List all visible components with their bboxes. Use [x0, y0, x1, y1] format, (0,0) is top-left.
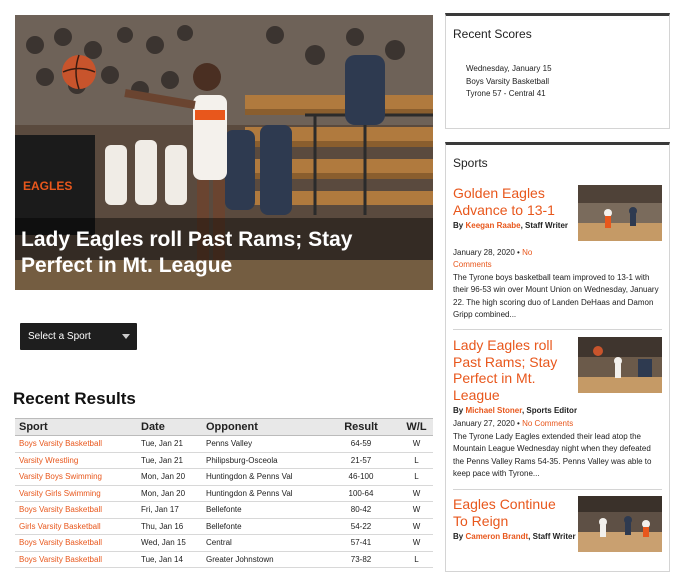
result-sport-link[interactable]: Varsity Boys Swimming — [15, 469, 137, 486]
result-sport-link[interactable]: Boys Varsity Basketball — [15, 502, 137, 519]
result-date: Tue, Jan 21 — [137, 436, 202, 453]
author-link[interactable]: Keegan Raabe — [465, 221, 521, 230]
article-date: January 27, 2020 • — [453, 419, 520, 428]
table-row — [15, 518, 433, 535]
result-sport-link[interactable]: Varsity Girls Swimming — [15, 485, 137, 502]
result-opponent: Huntingdon & Penns Val — [202, 469, 322, 486]
table-row — [15, 485, 433, 502]
recent-results-title: Recent Results — [13, 389, 136, 408]
results-table — [15, 418, 433, 568]
result-score: 64-59 — [322, 436, 400, 453]
article-card — [453, 496, 663, 559]
result-score: 80-42 — [322, 502, 400, 519]
chevron-down-icon — [122, 334, 130, 339]
author-role: , Staff Writer — [528, 532, 576, 541]
byline-prefix: By — [453, 221, 464, 230]
result-opponent: Bellefonte — [202, 518, 322, 535]
comments-link[interactable]: No Comments — [522, 419, 574, 428]
hero-title[interactable]: Lady Eagles roll Past Rams; Stay Perfect in Mt. League — [21, 228, 353, 277]
result-sport-link[interactable]: Boys Varsity Basketball — [15, 436, 137, 453]
result-date: Tue, Jan 21 — [137, 452, 202, 469]
article-card — [453, 337, 663, 482]
result-opponent: Greater Johnstown — [202, 551, 322, 568]
result-date: Fri, Jan 17 — [137, 502, 202, 519]
result-wl: W — [400, 485, 433, 502]
score-result: Tyrone 57 - Central 41 — [466, 89, 546, 98]
column-header-sport[interactable]: Sport — [15, 419, 137, 436]
column-header-result[interactable]: Result — [322, 419, 400, 436]
result-opponent: Huntingdon & Penns Val — [202, 485, 322, 502]
article-thumbnail[interactable] — [578, 185, 662, 241]
article-meta — [453, 247, 573, 271]
result-wl: L — [400, 469, 433, 486]
author-link[interactable]: Michael Stoner — [465, 406, 522, 415]
results-header-row — [15, 419, 433, 436]
result-score: 21-57 — [322, 452, 400, 469]
sports-title: Sports — [453, 156, 488, 170]
table-row — [15, 551, 433, 568]
result-date: Mon, Jan 20 — [137, 469, 202, 486]
divider — [453, 329, 662, 330]
article-title-link[interactable]: Lady Eagles roll Past Rams; Stay Perfect in Mt. League — [453, 337, 558, 403]
column-header-wl[interactable]: W/L — [400, 419, 433, 436]
result-wl: W — [400, 535, 433, 552]
column-header-opponent[interactable]: Opponent — [202, 419, 322, 436]
result-date: Wed, Jan 15 — [137, 535, 202, 552]
result-wl: W — [400, 436, 433, 453]
result-opponent: Bellefonte — [202, 502, 322, 519]
result-score: 73-82 — [322, 551, 400, 568]
result-date: Thu, Jan 16 — [137, 518, 202, 535]
article-thumbnail[interactable] — [578, 496, 662, 552]
article-title-link[interactable]: Golden Eagles Advance to 13-1 — [453, 185, 555, 218]
byline-prefix: By — [453, 532, 464, 541]
banner-graphic: EAGLES — [23, 179, 73, 193]
article-title-link[interactable]: Eagles Continue To Reign — [453, 496, 556, 529]
byline-prefix: By — [453, 406, 464, 415]
result-date: Tue, Jan 14 — [137, 551, 202, 568]
article-excerpt: The Tyrone Lady Eagles extended their lead atop the Mountain League Wednesday night when they defeated the Penns Valley Rams 54-35. Penns Valley was able to keep pace with Tyrone... — [453, 432, 652, 479]
comments-link[interactable]: No Comments — [453, 248, 533, 269]
article-meta — [453, 418, 663, 430]
result-opponent: Central — [202, 535, 322, 552]
result-score: 100-64 — [322, 485, 400, 502]
result-score: 46-100 — [322, 469, 400, 486]
article-date: January 28, 2020 • — [453, 248, 520, 257]
recent-scores-widget — [445, 13, 670, 129]
table-row — [15, 436, 433, 453]
result-sport-link[interactable]: Varsity Wrestling — [15, 452, 137, 469]
author-role: , Staff Writer — [520, 221, 569, 230]
result-score: 57-41 — [322, 535, 400, 552]
result-sport-link[interactable]: Girls Varsity Basketball — [15, 518, 137, 535]
sport-select-label: Select a Sport — [28, 331, 91, 342]
result-sport-link[interactable]: Boys Varsity Basketball — [15, 535, 137, 552]
sport-select[interactable] — [20, 323, 137, 350]
result-date: Mon, Jan 20 — [137, 485, 202, 502]
table-row — [15, 452, 433, 469]
author-role: , Sports Editor — [521, 406, 578, 415]
column-header-date[interactable]: Date — [137, 419, 202, 436]
table-row — [15, 535, 433, 552]
result-wl: L — [400, 551, 433, 568]
result-wl: L — [400, 452, 433, 469]
article-thumbnail[interactable] — [578, 337, 662, 393]
table-row — [15, 502, 433, 519]
author-link[interactable]: Cameron Brandt — [465, 532, 529, 541]
result-wl: W — [400, 502, 433, 519]
article-byline — [453, 406, 577, 415]
table-row — [15, 469, 433, 486]
result-opponent: Penns Valley — [202, 436, 322, 453]
article-byline — [453, 221, 568, 230]
article-excerpt: The Tyrone boys basketball team improved to 13-1 with their 96-53 win over Mount Union on Wednesday, January 22. The high scoring duo of Landen DeHaas and Damon Gripp combined... — [453, 273, 659, 320]
result-sport-link[interactable]: Boys Varsity Basketball — [15, 551, 137, 568]
score-sport: Boys Varsity Basketball — [466, 77, 549, 86]
result-opponent: Philipsburg-Osceola — [202, 452, 322, 469]
article-byline — [453, 532, 576, 541]
recent-scores-title: Recent Scores — [453, 27, 532, 41]
result-score: 54-22 — [322, 518, 400, 535]
hero-feature[interactable] — [15, 15, 433, 290]
article-card — [453, 185, 663, 320]
divider — [453, 489, 662, 490]
result-wl: W — [400, 518, 433, 535]
score-date: Wednesday, January 15 — [466, 64, 552, 73]
